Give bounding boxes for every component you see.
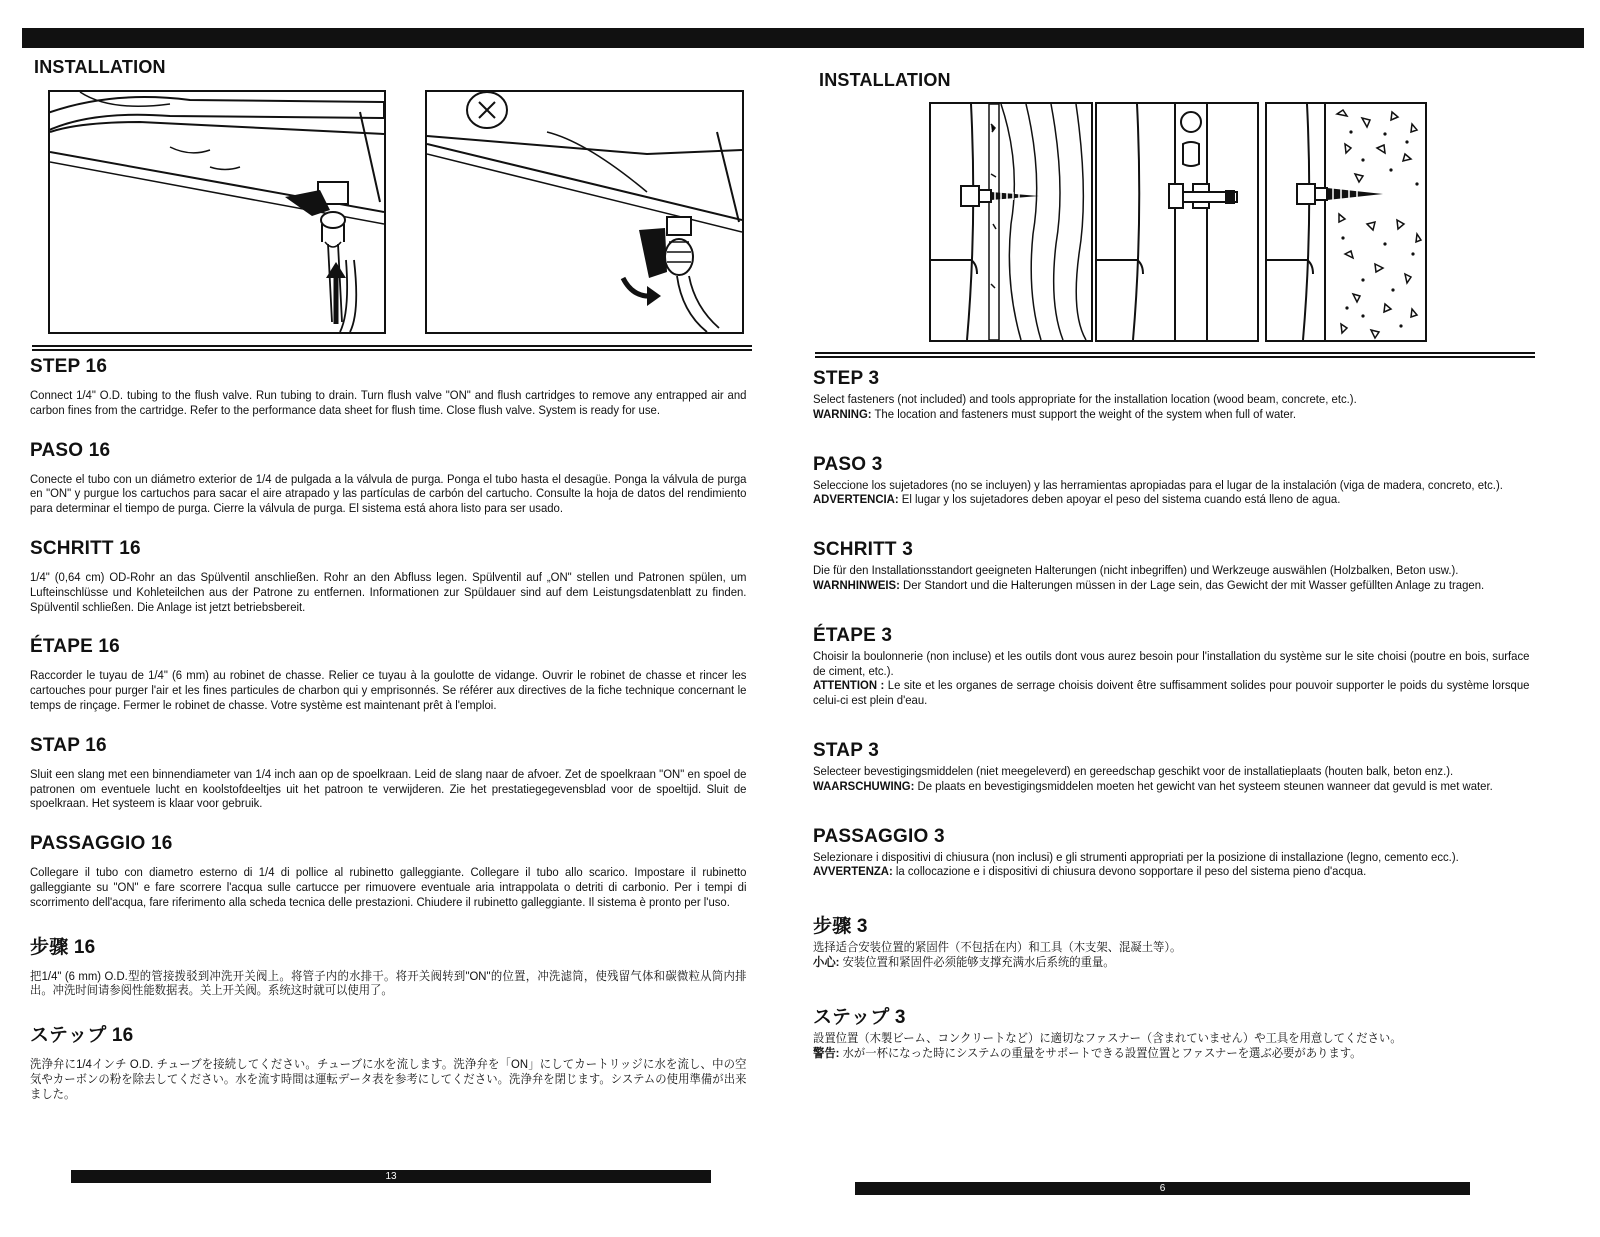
step-section-en: [813, 368, 1533, 422]
warning-text: El lugar y los sujetadores deben apoyar el peso del sistema cuando está lleno de agua.: [901, 492, 1341, 507]
step-text: Selezionare i dispositivi di chiusura (non inclusi) e gli strumenti appropriati per la posizione di installazione (legno, cemento ecc.).: [813, 849, 1459, 864]
step-heading: ステップ 3: [813, 1006, 906, 1028]
step-heading: PASO 16: [30, 439, 111, 461]
step-text: 选择适合安装位置的紧固件（不包括在内）和工具（木支架、混凝土等）。: [813, 940, 1182, 955]
step-heading: STEP 3: [813, 368, 880, 389]
step-heading: STEP 16: [30, 356, 108, 377]
step-text: Connect 1/4" O.D. tubing to the flush valve. Run tubing to drain. Turn flush valve "ON" and flush cartridges to remove any entrapped air and carbon fines from the cartridge. Refer to the performance data sheet for flush time. Close flush valve. System is ready for use.: [30, 388, 747, 417]
step-heading: ÉTAPE 16: [30, 636, 120, 658]
installation-title: INSTALLATION: [819, 70, 951, 90]
step-heading: SCHRITT 3: [813, 539, 913, 561]
step-heading: SCHRITT 16: [30, 537, 141, 559]
section-divider: [32, 345, 752, 351]
warning-label: AVVERTENZA:: [813, 864, 893, 879]
step-text: Collegare il tubo con diametro esterno di 1/4 di pollice al rubinetto galleggiante. Collegare il tubo allo scarico. Impostare il rubinetto galleggiante su "ON" e fare scorrere l'acqua sulle cartucce per rimuovere eventuale aria intrappolata o detriti di carbonio. Per i tempi di scorrimento dell'acqua, fare riferimento alla scheda tecnica delle prestazioni. Chiudere il rubinetto galleggiante. Il sistema è pronto per l'uso.: [30, 865, 747, 909]
step-text: Raccorder le tuyau de 1/4" (6 mm) au robinet de chasse. Relier ce tuyau à la goulotte de vidange. Ouvrir le robinet de chasse et rincer les cartouches pour purger l'air et les fines particules de charbon qui y emprisonnés. Se référer aux directives de la fiche technique concernant le temps de rinçage. Fermer le robinet de chasse. Votre système est maintenant prêt à l'emploi.: [30, 668, 747, 712]
flush-valve-connect-drawing: [50, 92, 384, 332]
step-section-nl: [813, 740, 1533, 794]
warning-line: [813, 1046, 1529, 1061]
bracket-mount-illustration: [1095, 102, 1259, 342]
page-number: 13: [385, 1171, 397, 1182]
page-number-bar: [855, 1182, 1470, 1195]
step-section-it: [30, 833, 750, 909]
warning-text: Le site et les organes de serrage choisis doivent être suffisamment solides pour pouvoir supporter le poids du système lorsque celui-ci est plein d'eau.: [813, 678, 1530, 708]
wood-beam-drawing: [931, 104, 1091, 340]
flush-valve-turn-drawing: [427, 92, 742, 332]
step-section-de: [30, 538, 750, 614]
step-heading: 步骤 16: [30, 936, 96, 958]
warning-label: WAARSCHUWING:: [813, 778, 915, 793]
step-section-fr: [30, 636, 750, 712]
page-number-bar: [71, 1170, 711, 1183]
step-heading: STAP 16: [30, 734, 107, 756]
step-section-zh: [813, 911, 1533, 970]
warning-text: 水が一杯になった時にシステムの重量をサポートできる設置位置とファスナーを選ぶ必要があります。: [842, 1045, 1362, 1060]
warning-text: The location and fasteners must support the weight of the system when full of water.: [874, 406, 1297, 421]
warning-label: ADVERTENCIA:: [813, 492, 899, 507]
step-section-ja: [813, 1002, 1533, 1061]
step-text: Conecte el tubo con un diámetro exterior de 1/4 de pulgada a la válvula de purga. Ponga el tubo hasta el desagüe. Ponga la válvula de purga en "ON" y purgue los cartuchos para sacar el aire atrapado y las partículas de carbón del cartucho. Consulte la hoja de datos del rendimiento para determinar el tiempo de purga. Cierre la válvula de purga. El sistema está ahora listo para ser usado.: [30, 471, 747, 516]
warning-label: WARNING:: [813, 406, 872, 421]
wood-beam-mount-illustration: [929, 102, 1093, 342]
step-heading: ステップ 16: [30, 1025, 134, 1047]
step-text: Selecteer bevestigingsmiddelen (niet meegeleverd) en gereedschap geschikt voor de installatieplaats (houten balk, beton enz.).: [813, 763, 1454, 778]
warning-line: [813, 407, 1529, 422]
step-heading: PASO 3: [813, 453, 883, 475]
step-heading: PASSAGGIO 3: [813, 825, 945, 847]
step-section-de: [813, 539, 1533, 593]
warning-text: De plaats en bevestigingsmiddelen moeten het gewicht van het systeem steunen wanneer dat gevuld is met water.: [917, 778, 1493, 793]
warning-line: [813, 955, 1529, 970]
concrete-drawing: [1267, 104, 1425, 340]
step-section-es: [30, 440, 750, 516]
warning-text: 安装位置和紧固件必须能够支撑充满水后系统的重量。: [842, 954, 1115, 969]
step-heading: PASSAGGIO 16: [30, 833, 173, 855]
step-text: 把1/4" (6 mm) O.D.型的管接拨驳到冲洗开关阀上。将管子内的水排干。将开关阀转到"ON"的位置，冲洗滤筒，使残留气体和碳微粒从筒内排出。冲洗时间请参阅性能数据表。关上开关阀。系统这时就可以使用了。: [30, 968, 747, 998]
step-text: Seleccione los sujetadores (no se incluyen) y las herramientas apropiadas para el lugar de la instalación (viga de madera, concreto, etc.).: [813, 477, 1503, 492]
step-text: 1/4" (0,64 cm) OD-Rohr an das Spülventil anschließen. Rohr an den Abfluss legen. Spülventil auf „ON" stellen und Patronen spülen, um Lufteinschlüsse und Kohleteilchen aus der Patrone zu entfernen. Informationen zur Spüldauer sind auf dem Leistungsdatenblatt zu finden. Spülventil schließen. Die Anlage ist jetzt betriebsbereit.: [30, 569, 747, 614]
warning-line: [813, 492, 1529, 507]
installation-title: INSTALLATION: [34, 57, 166, 77]
flush-valve-turn-illustration: [425, 90, 744, 334]
warning-label: 警告:: [813, 1045, 840, 1060]
top-rule: [22, 28, 1584, 48]
bracket-drawing: [1097, 104, 1257, 340]
step-section-it: [813, 826, 1533, 880]
warning-line: [813, 578, 1529, 593]
section-divider: [815, 352, 1535, 358]
step-heading: STAP 3: [813, 739, 879, 761]
step-section-es: [813, 454, 1533, 508]
step-text: 設置位置（木製ビーム、コンクリートなど）に適切なファスナー（含まれていません）や工具を用意してください。: [813, 1030, 1402, 1045]
warning-line: [813, 678, 1529, 708]
step-text: 洗浄弁に1/4インチ O.D. チューブを接続してください。チューブに水を流します。洗浄弁を「ON」にしてカートリッジに水を流し、中の空気やカーボンの粉を除去してください。水を流す時間は運転データ表を参考にしてください。洗浄弁を閉じます。システムの使用準備が出来ました。: [30, 1057, 747, 1101]
right-steps: [813, 368, 1533, 1092]
page-number: 6: [1159, 1183, 1166, 1194]
warning-text: la collocazione e i dispositivi di chiusura devono sopportare il peso del sistema pieno d'acqua.: [895, 864, 1367, 879]
step-section-fr: [813, 625, 1533, 708]
warning-text: Der Standort und die Halterungen müssen in der Lage sein, das Gewicht der mit Wasser gefüllten Anlage zu tragen.: [903, 577, 1485, 592]
step-text: Sluit een slang met een binnendiameter van 1/4 inch aan op de spoelkraan. Leid de slang naar de afvoer. Zet de spoelkraan "ON" en spoel de patronen om eventuele lucht en koolstofdeeltjes uit het patroon te verwijderen. Zie het prestatiegegevensblad voor de spoeltijd. Sluit de spoelkraan. Het systeem is klaar voor gebruik.: [30, 766, 747, 811]
warning-label: ATTENTION :: [813, 678, 885, 693]
warning-label: WARNHINWEIS:: [813, 577, 900, 592]
step-section-zh: [30, 932, 750, 999]
warning-label: 小心:: [813, 954, 840, 969]
step-section-nl: [30, 735, 750, 811]
step-text: Select fasteners (not included) and tools appropriate for the installation location (wood beam, concrete, etc.).: [813, 392, 1357, 406]
step-text: Die für den Installationsstandort geeigneten Halterungen (nicht inbegriffen) und Werkzeuge auswählen (Holzbalken, Beton usw.).: [813, 563, 1459, 578]
flush-valve-connect-illustration: [48, 90, 386, 334]
warning-line: [813, 779, 1529, 794]
step-heading: ÉTAPE 3: [813, 624, 893, 646]
concrete-mount-illustration: [1265, 102, 1427, 342]
step-section-en: [30, 356, 750, 418]
step-text: Choisir la boulonnerie (non incluse) et les outils dont vous aurez besoin pour l'installation du système sur le site choisi (poutre en bois, surface de ciment, etc.).: [813, 648, 1530, 678]
warning-line: [813, 864, 1529, 879]
step-section-ja: [30, 1020, 750, 1101]
step-heading: 步骤 3: [813, 916, 868, 938]
left-steps: [30, 356, 750, 1124]
